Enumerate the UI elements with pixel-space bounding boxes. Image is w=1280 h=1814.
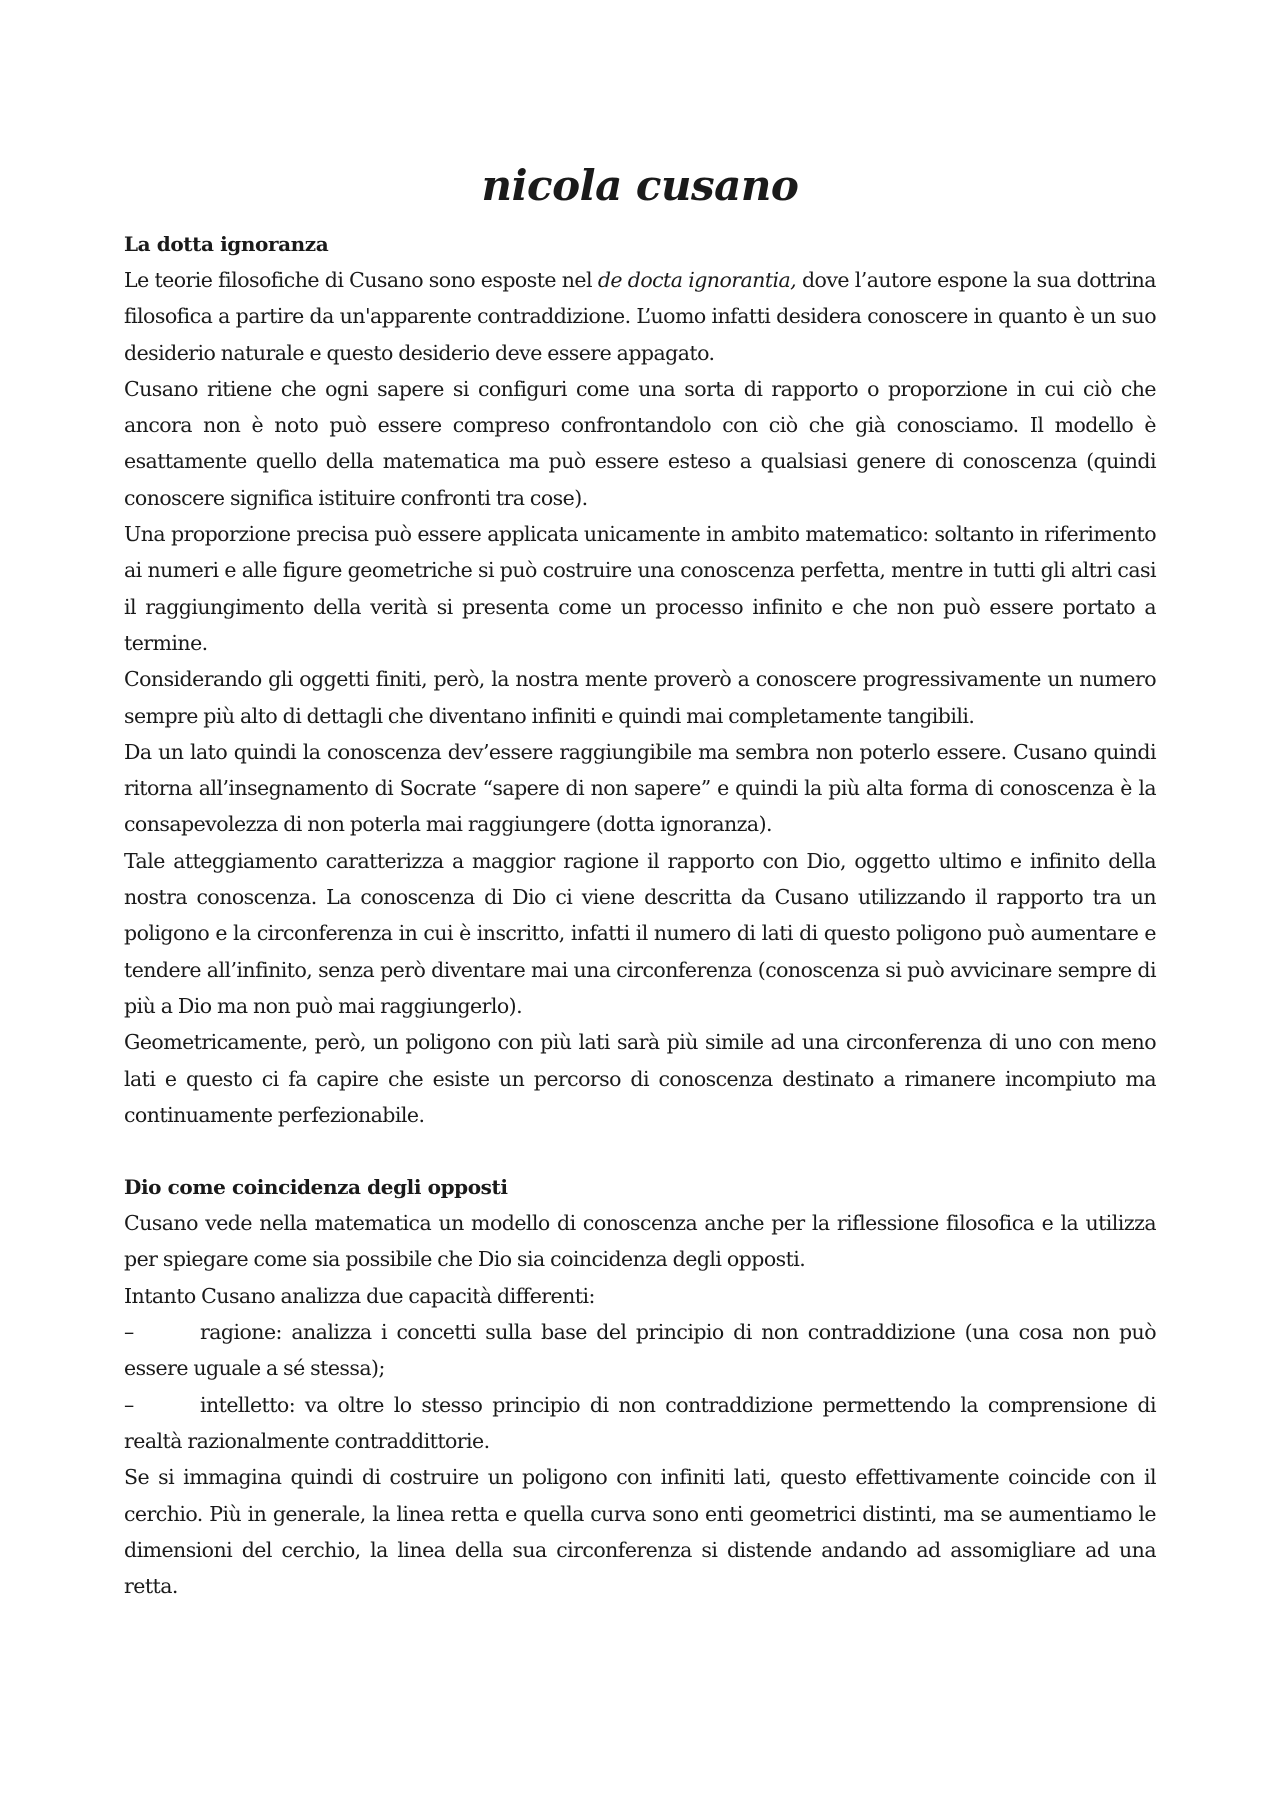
paragraph: Cusano ritiene che ogni sapere si configuri come una sorta di rapporto o proporzione in cui ciò che ancora non è noto può essere compreso confrontandolo con ciò che già conosciamo. Il modello è esattamente quello della matematica ma può essere esteso a qualsiasi genere di conoscenza (quindi conoscere significa istituire confronti tra cose). xyxy=(124,376,1156,510)
paragraph: Una proporzione precisa può essere applicata unicamente in ambito matematico: soltanto in riferimento ai numeri e alle figure geometriche si può costruire una conoscenza perfetta, mentre in tutti gli altri casi il raggiungimento della verità si presenta come un processo infinito e che non può essere portato a termine. xyxy=(124,522,1156,655)
document-title: nicola cusano xyxy=(481,161,799,210)
section-heading: La dotta ignoranza xyxy=(124,232,329,256)
paragraph-text: dove l’autore espone la sua dottrina filosofica a partire da un'apparente contraddizione. L’uomo infatti desidera conoscere in quanto è un suo desiderio naturale e questo desiderio deve essere appagato. xyxy=(124,268,1156,365)
paragraph: Intanto Cusano analizza due capacità differenti: xyxy=(124,1283,595,1308)
paragraph-text: Le teorie filosofiche di Cusano sono esposte nel xyxy=(124,268,598,292)
list-item xyxy=(124,1314,1156,1387)
list-dash: – xyxy=(124,1392,134,1417)
section-heading: Dio come coincidenza degli opposti xyxy=(124,1175,508,1200)
list-item-text: ragione: analizza i concetti sulla base del principio di non contraddizione (una cosa non può essere uguale a sé stessa); xyxy=(124,1320,1156,1381)
paragraph: Se si immagina quindi di costruire un poligono con infiniti lati, questo effettivamente coincide con il cerchio. Più in generale, la linea retta e quella curva sono enti geometrici distinti, ma se aumentiamo le dimensioni del cerchio, la linea della sua circonferenza si distende andando ad assomigliare ad una retta. xyxy=(124,1465,1156,1599)
list-dash: – xyxy=(124,1320,134,1345)
list-item xyxy=(124,1387,1156,1460)
list-item-text: intelletto: va oltre lo stesso principio di non contraddizione permettendo la comprensione di realtà razionalmente contraddittorie. xyxy=(124,1392,1156,1453)
section-coincidenza-opposti xyxy=(124,1169,1156,1604)
paragraph: Da un lato quindi la conoscenza dev’essere raggiungibile ma sembra non poterlo essere. Cusano quindi ritorna all’insegnamento di Socrate “sapere di non sapere” e quindi la più alta forma di conoscenza è la consapevolezza di non poterla mai raggiungere (dotta ignoranza). xyxy=(124,739,1156,837)
section-spacer xyxy=(124,1133,1156,1169)
paragraph: Cusano vede nella matematica un modello di conoscenza anche per la riflessione filosofica e la utilizza per spiegare come sia possibile che Dio sia coincidenza degli opposti. xyxy=(124,1211,1156,1272)
paragraph: Tale atteggiamento caratterizza a maggior ragione il rapporto con Dio, oggetto ultimo e infinito della nostra conoscenza. La conoscenza di Dio ci viene descritta da Cusano utilizzando il rapporto tra un poligono e la circonferenza in cui è inscritto, infatti il numero di lati di questo poligono può aumentare e tendere all’infinito, senza però diventare mai una circonferenza (conoscenza si può avvicinare sempre di più a Dio ma non può mai raggiungerlo). xyxy=(124,848,1156,1018)
paragraph: Considerando gli oggetti finiti, però, la nostra mente proverò a conoscere progressivamente un numero sempre più alto di dettagli che diventano infiniti e quindi mai completamente tangibili. xyxy=(124,667,1156,728)
paragraph: Geometricamente, però, un poligono con più lati sarà più simile ad una circonferenza di uno con meno lati e questo ci fa capire che esiste un percorso di conoscenza destinato a rimanere incompiuto ma continuamente perfezionabile. xyxy=(124,1030,1156,1127)
book-title-italic: de docta ignorantia, xyxy=(597,268,797,292)
paragraph xyxy=(124,262,1156,371)
document-page xyxy=(124,158,1156,1604)
section-dotta-ignoranza xyxy=(124,226,1156,1133)
